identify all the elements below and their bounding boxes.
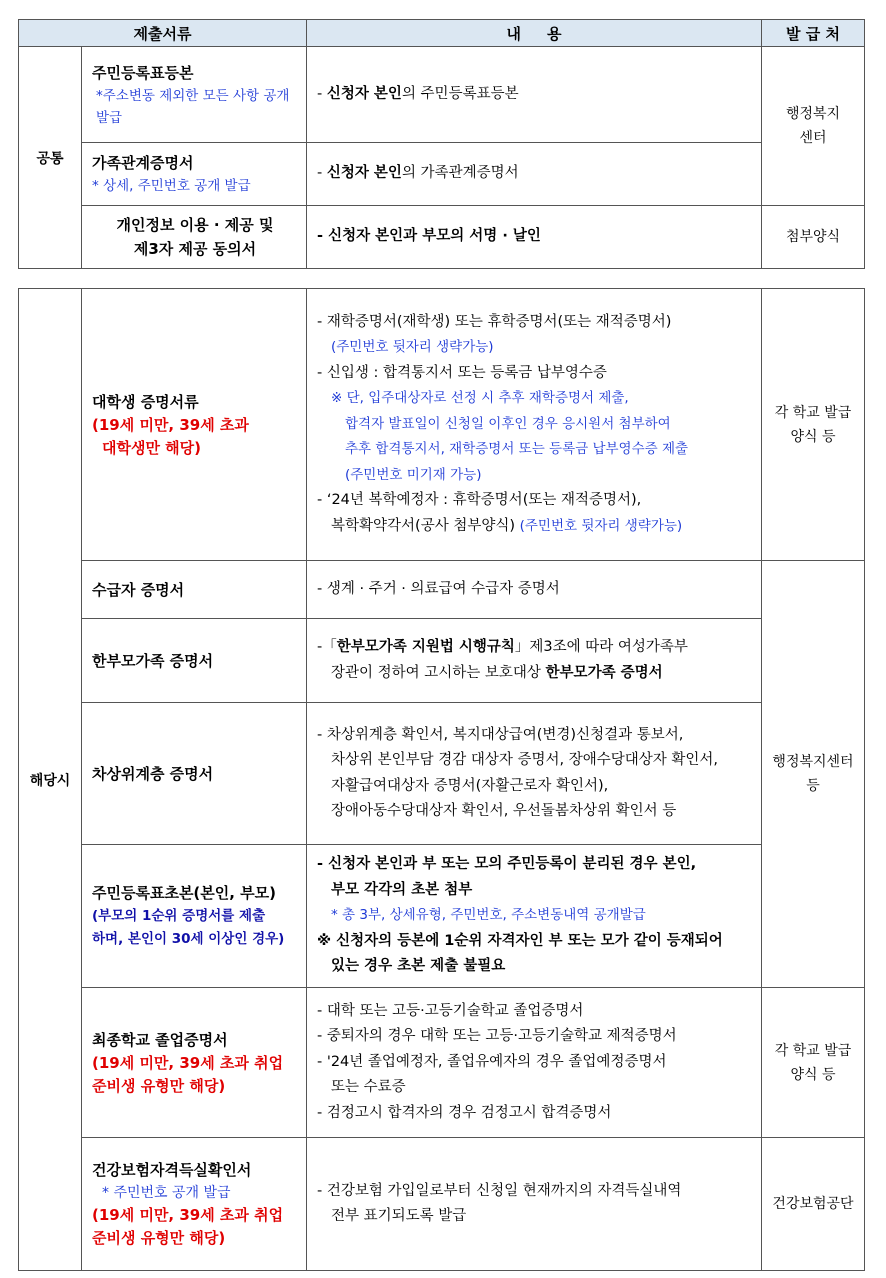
doc-name: 가족관계증명서	[92, 154, 194, 172]
table-row	[19, 619, 865, 703]
table-row	[19, 845, 865, 988]
bold-text: 신청자 본인	[326, 85, 402, 102]
issuer-school: 각 학교 발급양식 등	[762, 289, 865, 561]
table-row	[19, 703, 865, 845]
content-cell: - 재학증명서(재학생) 또는 휴학증명서(또는 재적증명서) (주민번호 뒷자리 생략가능) - 신입생 : 합격통지서 또는 등록금 납부영수증 ※ 단, 입주대상자로 선정 시 추후 재학증명서 제출, 합격자 발표일이 신청일 이후인 경우 응시원서 첨부하여 추후 합격통지서, 재학증명서 또는 등록금 납부영수증 제출 (주민번호 미기재 가능) - ‘24년 복학예정자 : 휴학증명서(또는 재적증명서), 복학확약각서(공사 첨부양식) (주민번호 뒷자리 생략가능)	[307, 289, 762, 561]
doc-university: 대학생 증명서류 (19세 미만, 39세 초과 대학생만 해당)	[82, 289, 307, 561]
doc-name-line2: 제3자 제공 동의서	[133, 240, 257, 258]
content-cell: - 건강보험 가입일로부터 신청일 현재까지의 자격득실내역 전부 표기되도록 발급	[307, 1138, 762, 1271]
doc-name-line1: 개인정보 이용 · 제공 및	[116, 216, 274, 234]
header-documents: 제출서류	[19, 20, 307, 47]
table-row	[19, 1138, 865, 1271]
doc-name: 주민등록표등본	[92, 63, 194, 82]
content-cell: - 신청자 본인의 가족관계증명서	[307, 143, 762, 206]
doc-near-poor: 차상위계층 증명서	[82, 703, 307, 845]
issuer-health-insurance: 건강보험공단	[762, 1138, 865, 1271]
issuer-welfare-center: 행정복지센터 등	[762, 561, 865, 988]
issuer-school: 각 학교 발급양식 등	[762, 988, 865, 1138]
content-cell: -「한부모가족 지원법 시행규칙」제3조에 따라 여성가족부 장관이 정하여 고시하는 보호대상 한부모가족 증명서	[307, 619, 762, 703]
content-cell: - 신청자 본인의 주민등록표등본	[307, 47, 762, 143]
category-applicable: 해당시	[19, 289, 82, 1271]
table-row	[19, 988, 865, 1138]
doc-recipient: 수급자 증명서	[82, 561, 307, 619]
header-content: 내 용	[307, 20, 762, 47]
table-row	[19, 143, 865, 206]
doc-note: * 상세, 주민번호 공개 발급	[92, 178, 251, 194]
content-cell: - 신청자 본인과 부모의 서명 · 날인	[307, 206, 762, 269]
table-row	[19, 289, 865, 561]
issuer-welfare-center: 행정복지 센터	[762, 47, 865, 206]
doc-privacy-consent	[82, 206, 307, 269]
issuer-attached-form: 첨부양식	[762, 206, 865, 269]
category-common: 공통	[19, 47, 82, 269]
doc-single-parent: 한부모가족 증명서	[82, 619, 307, 703]
doc-note: *주소변동 제외한 모든 사항 공개 발급	[96, 87, 290, 126]
doc-resident-register	[82, 47, 307, 143]
table-row	[19, 206, 865, 269]
content-cell: - 생계 · 주거 · 의료급여 수급자 증명서	[307, 561, 762, 619]
doc-health-insurance: 건강보험자격득실확인서 * 주민번호 공개 발급 (19세 미만, 39세 초과 취업 준비생 유형만 해당)	[82, 1138, 307, 1271]
content-cell: - 신청자 본인과 부 또는 모의 주민등록이 분리된 경우 본인, 부모 각각의 초본 첨부 * 총 3부, 상세유형, 주민번호, 주소변동내역 공개발급 ※ 신청자의 등본에 1순위 자격자인 부 또는 모가 같이 등재되어 있는 경우 초본 제출 불필요	[307, 845, 762, 988]
table-header-row	[19, 20, 865, 47]
header-issuer: 발 급 처	[762, 20, 865, 47]
doc-family-relation	[82, 143, 307, 206]
doc-abstract: 주민등록표초본(본인, 부모) (부모의 1순위 증명서를 제출 하며, 본인이 30세 이상인 경우)	[82, 845, 307, 988]
table-row	[19, 561, 865, 619]
conditional-documents-table	[18, 288, 865, 1271]
bold-text: 신청자 본인	[326, 165, 402, 182]
table-row	[19, 47, 865, 143]
content-cell: - 대학 또는 고등·고등기술학교 졸업증명서 - 중퇴자의 경우 대학 또는 고등·고등기술학교 제적증명서 - '24년 졸업예정자, 졸업유예자의 경우 졸업예정증명서 또는 수료증 - 검정고시 합격자의 경우 검정고시 합격증명서	[307, 988, 762, 1138]
doc-graduation: 최종학교 졸업증명서 (19세 미만, 39세 초과 취업 준비생 유형만 해당)	[82, 988, 307, 1138]
common-documents-table	[18, 19, 865, 269]
content-cell: - 차상위계층 확인서, 복지대상급여(변경)신청결과 통보서, 차상위 본인부담 경감 대상자 증명서, 장애수당대상자 확인서, 자활급여대상자 증명서(자활근로자 확인서), 장애아동수당대상자 확인서, 우선돌봄차상위 확인서 등	[307, 703, 762, 845]
